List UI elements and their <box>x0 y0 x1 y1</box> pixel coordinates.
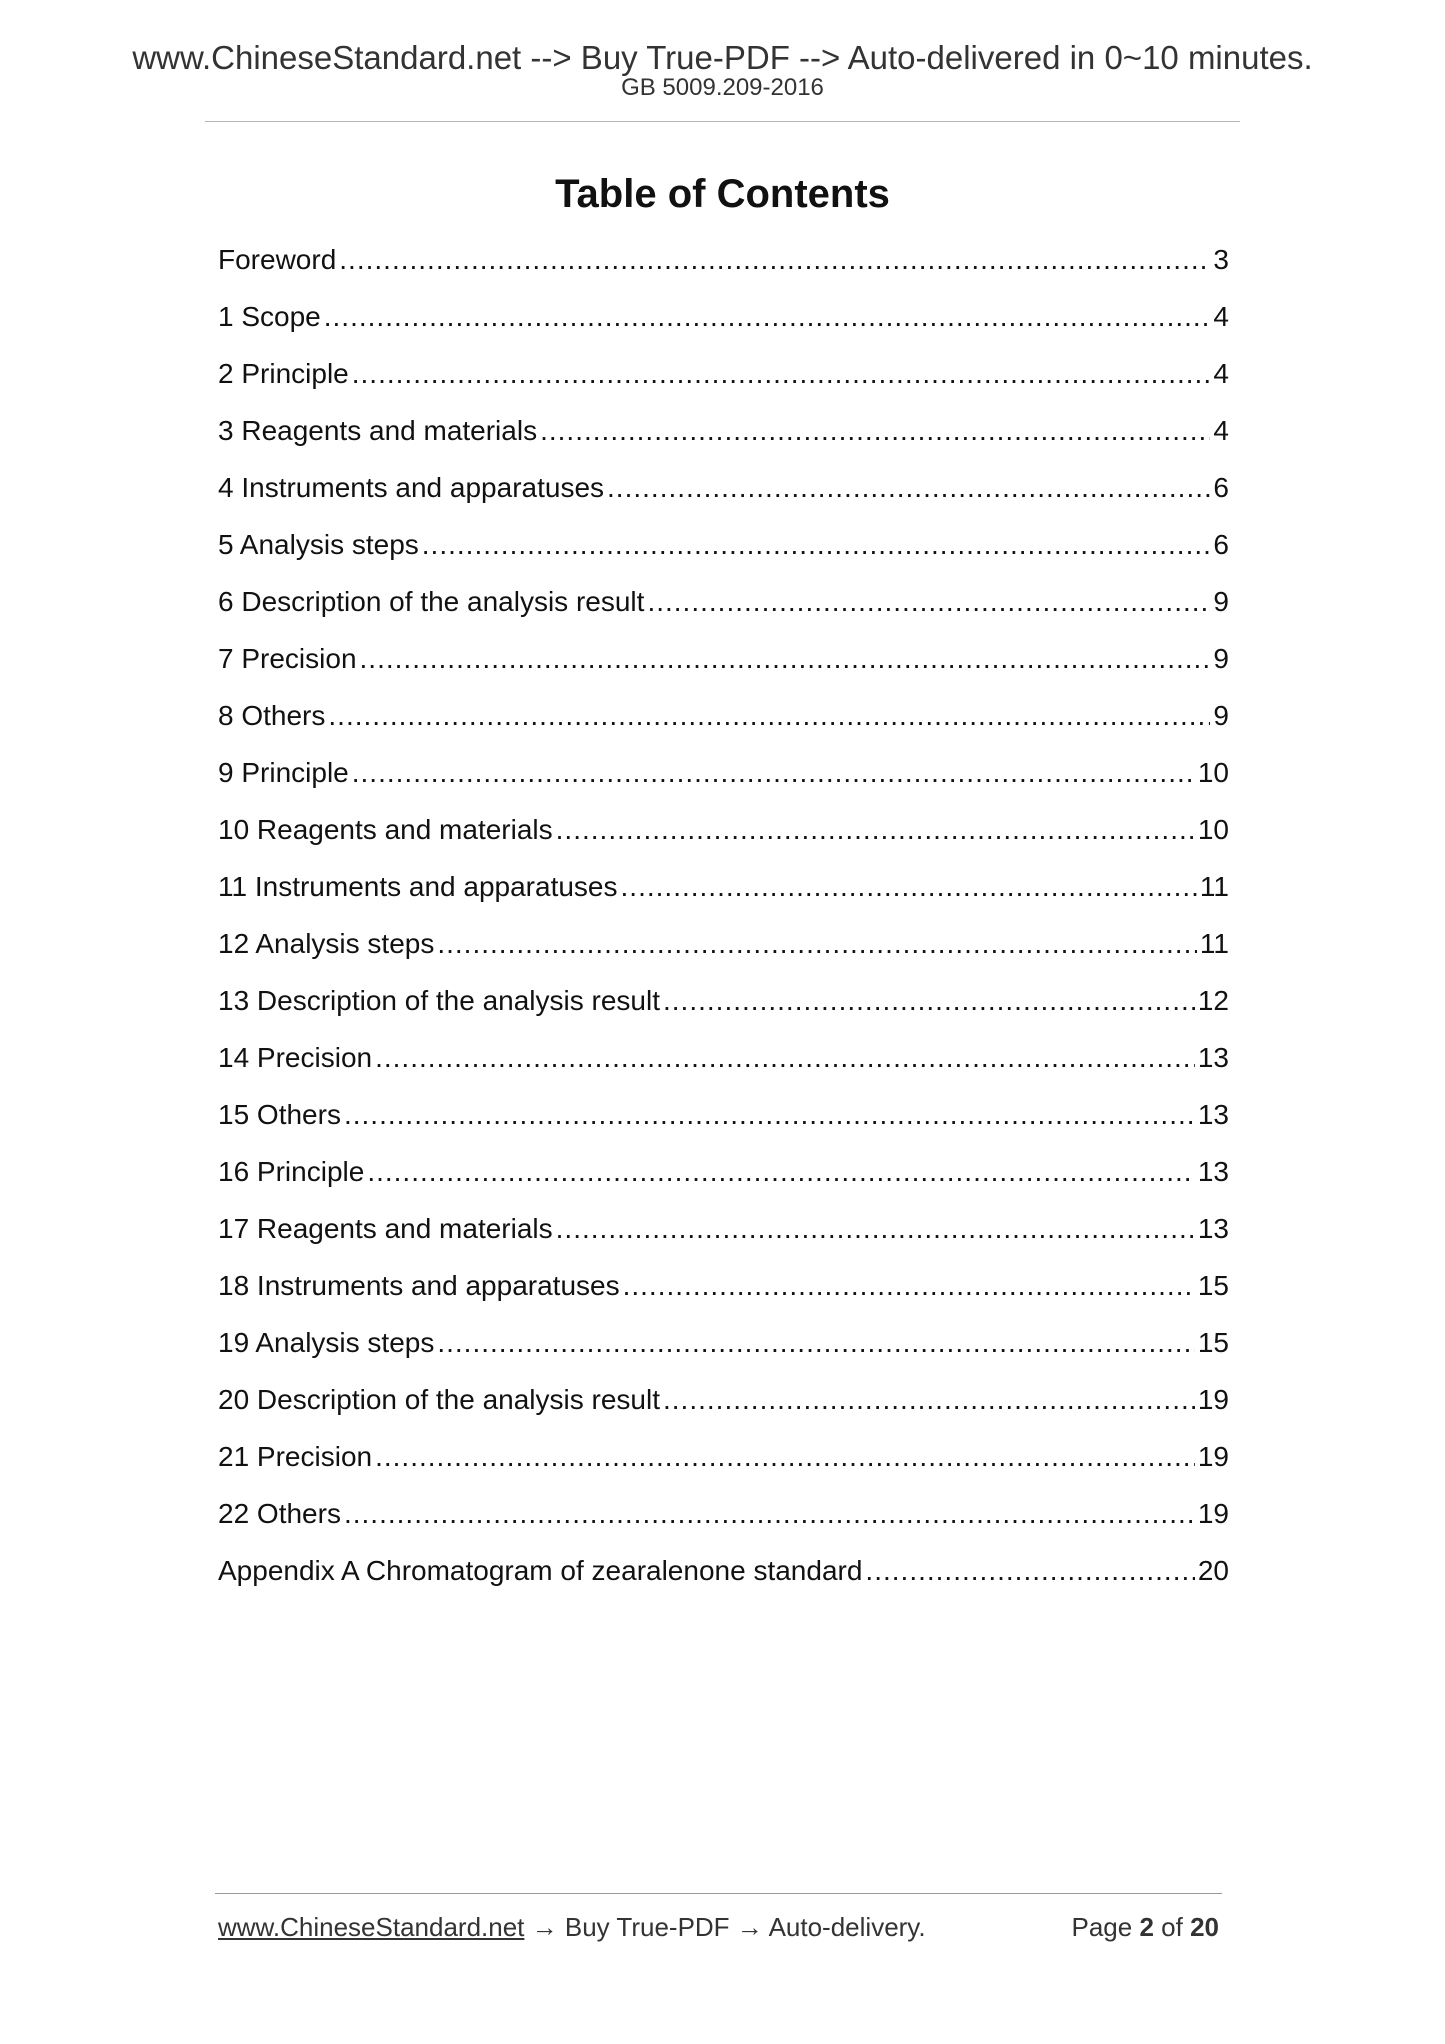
toc-dot-leader <box>621 865 1197 909</box>
footer-promo <box>218 1911 926 1943</box>
toc-entry-page: 9 <box>1213 586 1229 617</box>
toc-entry-page: 19 <box>1197 1441 1229 1472</box>
toc-dot-leader <box>437 922 1197 966</box>
toc-dot-leader <box>623 1264 1195 1308</box>
toc-entry-label: 7 Precision <box>218 643 357 674</box>
toc-dot-leader <box>375 1036 1195 1080</box>
toc-entry-page: 9 <box>1213 643 1229 674</box>
toc-entry-page: 9 <box>1213 700 1229 731</box>
toc-entry-label: 6 Description of the analysis result <box>218 586 645 617</box>
toc-entry-page: 4 <box>1213 301 1229 332</box>
toc-entry-label: 1 Scope <box>218 301 321 332</box>
toc-entry-label: 17 Reagents and materials <box>218 1213 553 1244</box>
toc-dot-leader <box>375 1435 1195 1479</box>
toc-entry-14-precision[interactable] <box>218 1036 1229 1093</box>
footer-site-link[interactable]: www.ChineseStandard.net <box>218 1912 525 1942</box>
toc-entry-2-principle[interactable] <box>218 352 1229 409</box>
toc-entry-4-instruments[interactable] <box>218 466 1229 523</box>
toc-entry-7-precision[interactable] <box>218 637 1229 694</box>
toc-entry-22-others[interactable] <box>218 1492 1229 1549</box>
toc-entry-page: 20 <box>1197 1555 1229 1586</box>
toc-entry-16-principle[interactable] <box>218 1150 1229 1207</box>
toc-entry-page: 19 <box>1197 1498 1229 1529</box>
toc-entry-page: 6 <box>1213 529 1229 560</box>
toc-entry-label: 8 Others <box>218 700 326 731</box>
toc-entry-label: 22 Others <box>218 1498 341 1529</box>
toc-entry-page: 13 <box>1197 1156 1229 1187</box>
toc-entry-10-reagents[interactable] <box>218 808 1229 865</box>
toc-entry-label: 10 Reagents and materials <box>218 814 553 845</box>
toc-entry-17-reagents[interactable] <box>218 1207 1229 1264</box>
toc-dot-leader <box>647 580 1210 624</box>
toc-entry-page: 15 <box>1197 1270 1229 1301</box>
toc-dot-leader <box>324 295 1211 339</box>
toc-entry-label: 2 Principle <box>218 358 349 389</box>
toc-entry-9-principle[interactable] <box>218 751 1229 808</box>
toc-entry-12-analysis-steps[interactable] <box>218 922 1229 979</box>
toc-dot-leader <box>607 466 1210 510</box>
toc-dot-leader <box>422 523 1211 567</box>
toc-entry-label: 20 Description of the analysis result <box>218 1384 660 1415</box>
toc-entry-label: 11 Instruments and apparatuses <box>218 871 618 902</box>
toc-entry-label: 19 Analysis steps <box>218 1327 435 1358</box>
toc-entry-label: 5 Analysis steps <box>218 529 419 560</box>
toc-dot-leader <box>663 1378 1195 1422</box>
of-word: of <box>1161 1912 1183 1942</box>
toc-dot-leader <box>437 1321 1195 1365</box>
toc-entry-page: 4 <box>1213 358 1229 389</box>
toc-entry-18-instruments[interactable] <box>218 1264 1229 1321</box>
toc-entry-label: Appendix A Chromatogram of zearalenone standard <box>218 1555 863 1586</box>
toc-dot-leader <box>360 637 1211 681</box>
header-divider <box>205 121 1240 122</box>
toc-dot-leader <box>367 1150 1195 1194</box>
current-page-number: 2 <box>1139 1912 1154 1942</box>
toc-dot-leader <box>328 694 1210 738</box>
toc-entry-13-description[interactable] <box>218 979 1229 1036</box>
footer-tagline: → Buy True-PDF → Auto-delivery. <box>524 1912 926 1942</box>
toc-entry-page: 11 <box>1199 928 1229 959</box>
toc-entry-20-description[interactable] <box>218 1378 1229 1435</box>
toc-entry-label: 15 Others <box>218 1099 341 1130</box>
toc-entry-1-scope[interactable] <box>218 295 1229 352</box>
toc-entry-label: 4 Instruments and apparatuses <box>218 472 605 503</box>
toc-entry-19-analysis-steps[interactable] <box>218 1321 1229 1378</box>
toc-dot-leader <box>540 409 1210 453</box>
toc-entry-label: 14 Precision <box>218 1042 373 1073</box>
toc-dot-leader <box>344 1093 1195 1137</box>
footer-divider <box>215 1893 1222 1894</box>
toc-entry-page: 12 <box>1197 985 1229 1016</box>
site-banner: www.ChineseStandard.net --> Buy True-PDF --> Auto-delivered in 0~10 minutes. <box>132 39 1313 76</box>
toc-entry-label: 13 Description of the analysis result <box>218 985 660 1016</box>
toc-dot-leader <box>352 751 1195 795</box>
toc-dot-leader <box>865 1549 1194 1593</box>
page-word: Page <box>1071 1912 1133 1942</box>
toc-entry-page: 4 <box>1213 415 1229 446</box>
toc-entry-label: 21 Precision <box>218 1441 373 1472</box>
toc-dot-leader <box>556 808 1195 852</box>
toc-entry-page: 19 <box>1197 1384 1229 1415</box>
toc-entry-appendix-a[interactable] <box>218 1549 1229 1606</box>
toc-list <box>218 238 1229 1606</box>
toc-dot-leader <box>352 352 1211 396</box>
toc-entry-page: 13 <box>1197 1042 1229 1073</box>
toc-entry-21-precision[interactable] <box>218 1435 1229 1492</box>
toc-entry-page: 13 <box>1197 1099 1229 1130</box>
toc-dot-leader <box>663 979 1195 1023</box>
toc-dot-leader <box>339 238 1210 282</box>
toc-entry-foreword[interactable] <box>218 238 1229 295</box>
toc-entry-8-others[interactable] <box>218 694 1229 751</box>
toc-dot-leader <box>556 1207 1195 1251</box>
toc-entry-page: 13 <box>1197 1213 1229 1244</box>
toc-entry-page: 15 <box>1197 1327 1229 1358</box>
toc-entry-6-description[interactable] <box>218 580 1229 637</box>
toc-entry-page: 11 <box>1199 871 1229 902</box>
toc-entry-page: 10 <box>1197 814 1229 845</box>
toc-dot-leader <box>344 1492 1195 1536</box>
toc-entry-label: Foreword <box>218 244 337 275</box>
toc-entry-label: 12 Analysis steps <box>218 928 435 959</box>
toc-entry-page: 3 <box>1213 244 1229 275</box>
page-indicator <box>1071 1911 1219 1943</box>
toc-entry-3-reagents[interactable] <box>218 409 1229 466</box>
toc-entry-label: 16 Principle <box>218 1156 365 1187</box>
toc-entry-15-others[interactable] <box>218 1093 1229 1150</box>
toc-entry-label: 3 Reagents and materials <box>218 415 538 446</box>
toc-entry-11-instruments[interactable] <box>218 865 1229 922</box>
page-title: Table of Contents <box>555 172 890 216</box>
total-pages-number: 20 <box>1190 1912 1219 1942</box>
toc-entry-page: 6 <box>1213 472 1229 503</box>
toc-entry-label: 9 Principle <box>218 757 349 788</box>
toc-entry-page: 10 <box>1197 757 1229 788</box>
toc-entry-label: 18 Instruments and apparatuses <box>218 1270 620 1301</box>
toc-entry-5-analysis-steps[interactable] <box>218 523 1229 580</box>
standard-code: GB 5009.209-2016 <box>621 74 824 101</box>
